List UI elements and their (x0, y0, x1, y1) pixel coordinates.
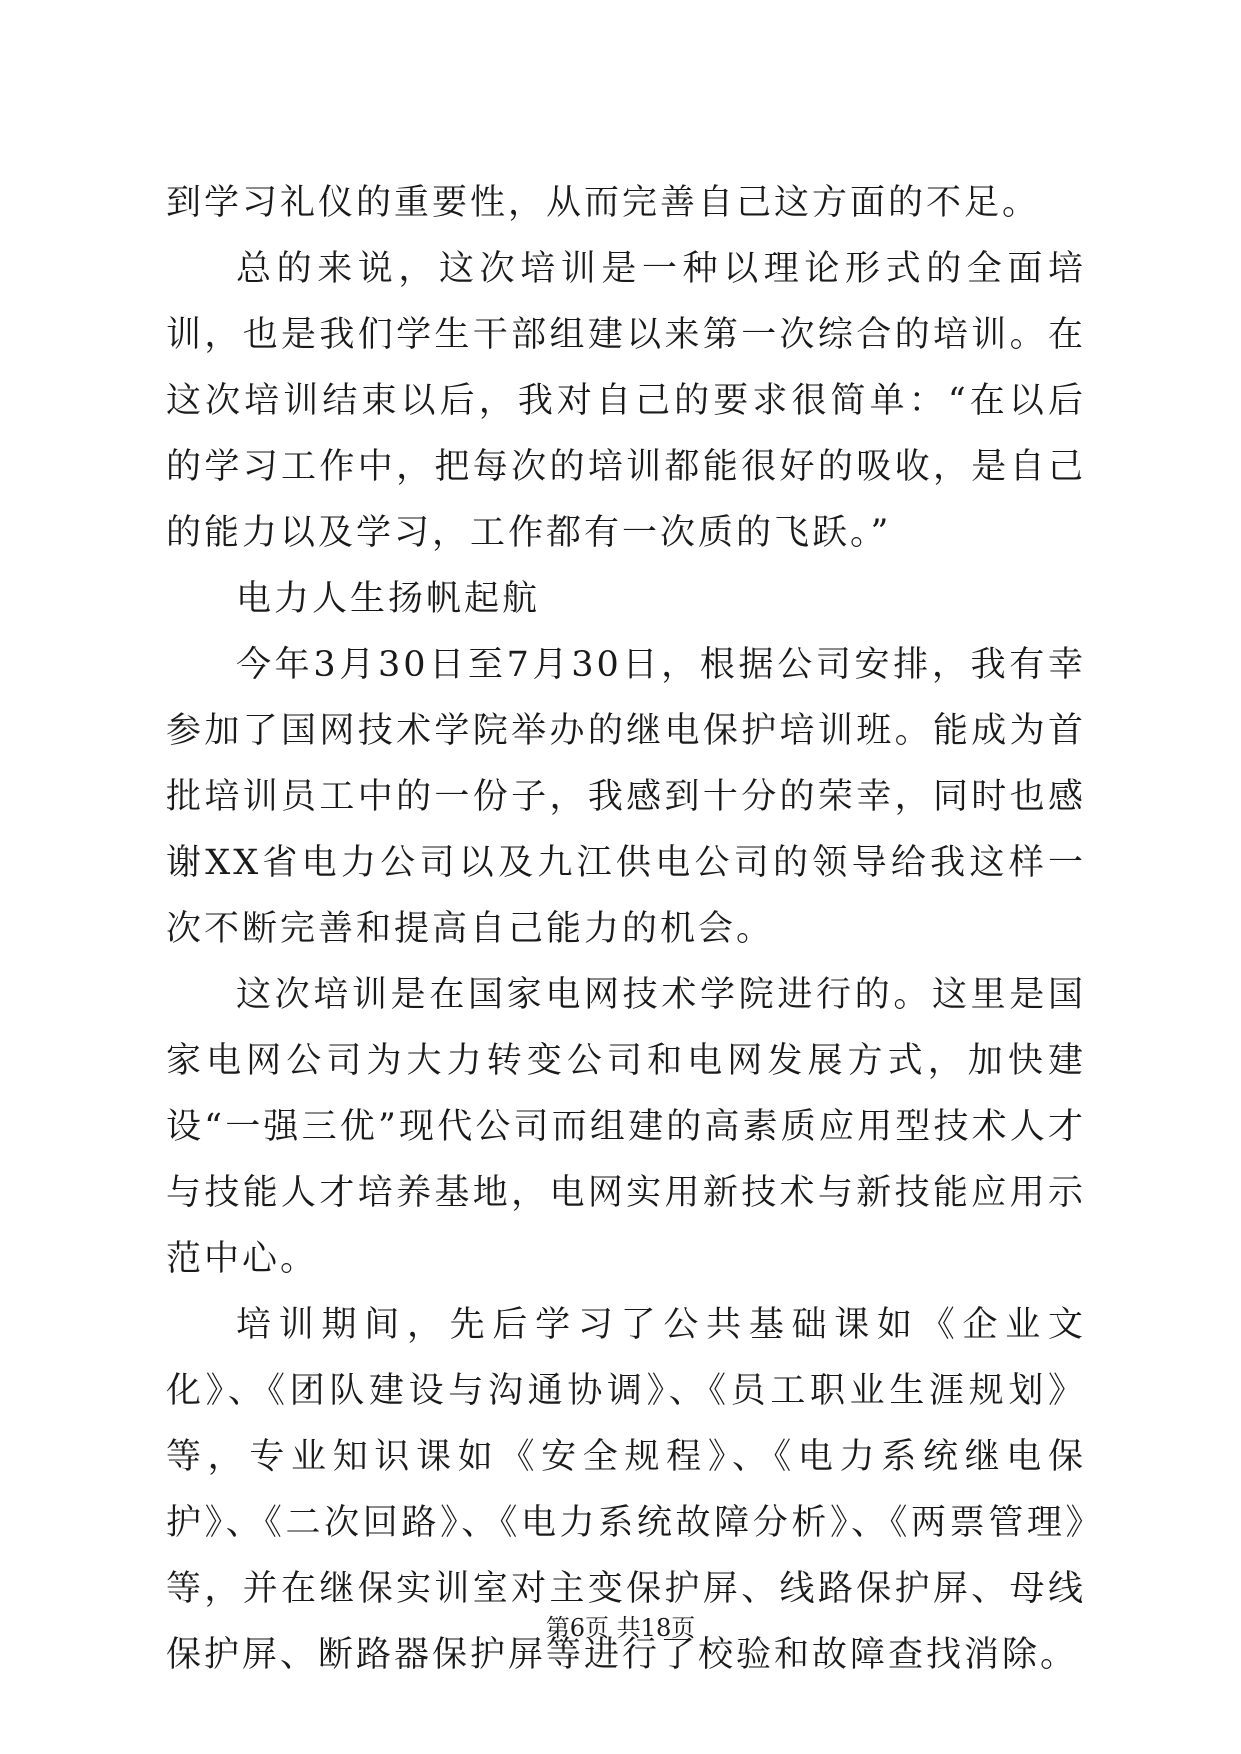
page-number-footer: 第6页 共18页 (545, 1614, 696, 1642)
body-text (166, 170, 1086, 1688)
paragraph: 总的来说，这次培训是一种以理论形式的全面培训，也是我们学生干部组建以来第一次综合的培训。在这次培训结束以后，我对自己的要求很简单：“在以后的学习工作中，把每次的培训都能很好的吸收，是自己的能力以及学习，工作都有一次质的飞跃。” (166, 249, 1086, 553)
section-heading: 电力人生扬帆起航 (236, 579, 541, 619)
paragraph: 培训期间，先后学习了公共基础课如《企业文化》、《团队建设与沟通协调》、《员工职业生涯规划》等，专业知识课如《安全规程》、《电力系统继电保护》、《二次回路》、《电力系统故障分析》、《两票管理》等，并在继保实训室对主变保护屏、线路保护屏、母线保护屏、断路器保护屏等进行了校验和故障查找消除。 (166, 1305, 1086, 1675)
paragraph: 今年3月30日至7月30日，根据公司安排，我有幸参加了国网技术学院举办的继电保护培训班。能成为首批培训员工中的一份子，我感到十分的荣幸，同时也感谢XX省电力公司以及九江供电公司的领导给我这样一次不断完善和提高自己能力的机会。 (166, 645, 1086, 949)
paragraph: 这次培训是在国家电网技术学院进行的。这里是国家电网公司为大力转变公司和电网发展方式，加快建设“一强三优”现代公司而组建的高素质应用型技术人才与技能人才培养基地，电网实用新技术与新技能应用示范中心。 (166, 975, 1086, 1279)
paragraph-continued: 到学习礼仪的重要性，从而完善自己这方面的不足。 (166, 183, 1041, 223)
